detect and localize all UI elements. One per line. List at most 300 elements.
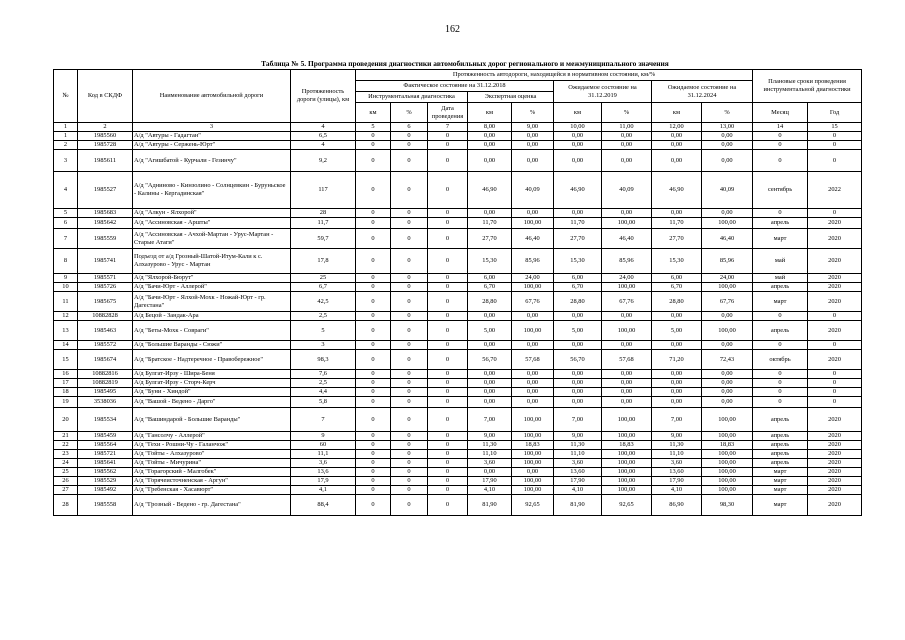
cell-name: А/д "Бачи-Юрт - Аллерой"	[133, 283, 291, 292]
cell-k24: 9,00	[652, 432, 702, 441]
cell-n: 13	[54, 321, 78, 341]
cell-month: октябрь	[753, 350, 808, 370]
cell-name: А/д "Братское - Надтеречное - Правобережное"	[133, 350, 291, 370]
cell-e_pct: 100,00	[512, 321, 554, 341]
cell-i_pct: 0	[391, 249, 428, 274]
cell-code: 1985459	[78, 432, 133, 441]
cell-p24: 100,00	[702, 321, 753, 341]
cell-e_pct: 46,40	[512, 229, 554, 249]
cell-date: 0	[428, 283, 468, 292]
cell-name: А/д "Алкун - Ялхорой"	[133, 209, 291, 218]
cell-code: 1985641	[78, 459, 133, 468]
cell-year: 0	[808, 209, 862, 218]
cell-name: А/д "Гребенская - Хасавюрт"	[133, 486, 291, 495]
table-row	[54, 397, 862, 408]
cell-name: А/д "Ассиновская - Аршты"	[133, 218, 291, 229]
cell-k24: 0,00	[652, 141, 702, 150]
cell-len: 4	[291, 141, 356, 150]
header-expected-2019: Ожидаемое состояние на 31.12.2019	[554, 81, 652, 103]
cell-e_pct: 100,00	[512, 450, 554, 459]
cell-p19: 100,00	[602, 459, 652, 468]
cell-p19: 0,00	[602, 312, 652, 321]
cell-p19: 100,00	[602, 218, 652, 229]
cell-i_km: 0	[356, 468, 391, 477]
cell-p19: 92,65	[602, 495, 652, 516]
cell-e_pct: 40,09	[512, 172, 554, 209]
cell-code: 1985571	[78, 274, 133, 283]
table-row	[54, 450, 862, 459]
cell-year: 2020	[808, 292, 862, 312]
page-number: 162	[445, 24, 460, 35]
cell-n: 5	[54, 209, 78, 218]
table-row	[54, 468, 862, 477]
table-row	[54, 441, 862, 450]
cell-n: 16	[54, 370, 78, 379]
cell-p19: 100,00	[602, 486, 652, 495]
cell-e_pct: 0,00	[512, 388, 554, 397]
cell-k24: 0,00	[652, 379, 702, 388]
cell-e_pct: 0,00	[512, 370, 554, 379]
cell-i_pct: 0	[391, 218, 428, 229]
cell-k19: 17,90	[554, 477, 602, 486]
cell-month: 0	[753, 312, 808, 321]
cell-k19: 3,60	[554, 459, 602, 468]
cell-e_pct: 100,00	[512, 486, 554, 495]
cell-month: апрель	[753, 441, 808, 450]
cell-e_pct: 100,00	[512, 283, 554, 292]
col-number: 9,00	[512, 123, 554, 132]
cell-i_km: 0	[356, 141, 391, 150]
cell-k19: 7,00	[554, 408, 602, 432]
cell-n: 21	[54, 432, 78, 441]
table-row	[54, 218, 862, 229]
col-number: 2	[78, 123, 133, 132]
cell-n: 22	[54, 441, 78, 450]
cell-n: 25	[54, 468, 78, 477]
cell-name: А/д "Гансолчу - Аллерой"	[133, 432, 291, 441]
cell-date: 0	[428, 209, 468, 218]
cell-code: 1985492	[78, 486, 133, 495]
cell-e_km: 5,00	[468, 321, 512, 341]
cell-e_km: 81,90	[468, 495, 512, 516]
cell-p19: 0,00	[602, 388, 652, 397]
col-number: 12,00	[652, 123, 702, 132]
cell-p19: 0,00	[602, 379, 652, 388]
cell-n: 28	[54, 495, 78, 516]
cell-date: 0	[428, 141, 468, 150]
cell-i_pct: 0	[391, 341, 428, 350]
header-expert: Экспертная оценка	[468, 92, 554, 103]
cell-k24: 7,00	[652, 408, 702, 432]
cell-i_pct: 0	[391, 150, 428, 172]
cell-month: апрель	[753, 432, 808, 441]
header-name: Наименование автомобильной дороги	[133, 70, 291, 123]
cell-year: 2020	[808, 486, 862, 495]
cell-len: 60	[291, 441, 356, 450]
cell-i_pct: 0	[391, 432, 428, 441]
cell-k19: 46,90	[554, 172, 602, 209]
cell-year: 2020	[808, 350, 862, 370]
cell-i_km: 0	[356, 350, 391, 370]
cell-e_km: 56,70	[468, 350, 512, 370]
cell-i_pct: 0	[391, 350, 428, 370]
cell-name: Подъезд от а/д Грозный-Шатой-Итум-Кали к с. Алхазурово - Урус - Мартан	[133, 249, 291, 274]
table-header	[54, 70, 862, 132]
cell-year: 0	[808, 379, 862, 388]
cell-e_pct: 92,65	[512, 495, 554, 516]
cell-date: 0	[428, 397, 468, 408]
table-row	[54, 172, 862, 209]
cell-date: 0	[428, 388, 468, 397]
table-row	[54, 495, 862, 516]
cell-i_pct: 0	[391, 468, 428, 477]
cell-i_km: 0	[356, 441, 391, 450]
cell-p24: 100,00	[702, 477, 753, 486]
cell-code: 10882828	[78, 312, 133, 321]
cell-e_km: 0,00	[468, 397, 512, 408]
cell-i_pct: 0	[391, 274, 428, 283]
cell-len: 2,5	[291, 379, 356, 388]
cell-i_km: 0	[356, 477, 391, 486]
cell-k19: 0,00	[554, 132, 602, 141]
cell-k24: 6,00	[652, 274, 702, 283]
cell-k19: 56,70	[554, 350, 602, 370]
cell-e_pct: 0,00	[512, 341, 554, 350]
cell-p19: 18,83	[602, 441, 652, 450]
cell-k19: 27,70	[554, 229, 602, 249]
cell-e_km: 0,00	[468, 312, 512, 321]
cell-len: 28	[291, 209, 356, 218]
cell-year: 2020	[808, 321, 862, 341]
header-pct: %	[391, 103, 428, 123]
cell-date: 0	[428, 249, 468, 274]
cell-p19: 46,40	[602, 229, 652, 249]
cell-date: 0	[428, 218, 468, 229]
cell-p24: 0,00	[702, 341, 753, 350]
cell-i_pct: 0	[391, 388, 428, 397]
cell-e_km: 15,30	[468, 249, 512, 274]
cell-name: А/д "Гойты - Мичурина"	[133, 459, 291, 468]
cell-year: 2020	[808, 450, 862, 459]
cell-i_km: 0	[356, 397, 391, 408]
col-number: 5	[356, 123, 391, 132]
cell-k24: 3,60	[652, 459, 702, 468]
cell-year: 2020	[808, 441, 862, 450]
cell-i_pct: 0	[391, 292, 428, 312]
cell-k24: 71,20	[652, 350, 702, 370]
cell-month: 0	[753, 150, 808, 172]
cell-p24: 72,43	[702, 350, 753, 370]
cell-e_pct: 85,96	[512, 249, 554, 274]
cell-i_km: 0	[356, 229, 391, 249]
cell-p24: 0,00	[702, 388, 753, 397]
cell-code: 10882819	[78, 379, 133, 388]
cell-date: 0	[428, 350, 468, 370]
cell-year: 2020	[808, 218, 862, 229]
cell-i_km: 0	[356, 321, 391, 341]
cell-e_km: 4,10	[468, 486, 512, 495]
cell-e_pct: 67,76	[512, 292, 554, 312]
cell-year: 2020	[808, 249, 862, 274]
cell-year: 0	[808, 388, 862, 397]
cell-name: А/д "Горагорский - Малгобек"	[133, 468, 291, 477]
cell-p19: 57,68	[602, 350, 652, 370]
table-row	[54, 477, 862, 486]
cell-date: 0	[428, 450, 468, 459]
cell-month: 0	[753, 341, 808, 350]
cell-i_km: 0	[356, 274, 391, 283]
cell-k19: 0,00	[554, 370, 602, 379]
cell-n: 26	[54, 477, 78, 486]
cell-year: 0	[808, 370, 862, 379]
cell-i_pct: 0	[391, 450, 428, 459]
cell-name: А/д "Ассиновская - Ачхой-Мартан - Урус-Мартан - Старые Атаги"	[133, 229, 291, 249]
cell-month: апрель	[753, 321, 808, 341]
cell-i_pct: 0	[391, 408, 428, 432]
table-row	[54, 388, 862, 397]
cell-e_km: 6,70	[468, 283, 512, 292]
cell-n: 15	[54, 350, 78, 370]
cell-k19: 0,00	[554, 341, 602, 350]
table-body	[54, 132, 862, 516]
header-km: км	[554, 103, 602, 123]
header-actual-2018: Фактическое состояние на 31.12.2018	[356, 81, 554, 92]
cell-len: 7	[291, 408, 356, 432]
cell-i_km: 0	[356, 432, 391, 441]
cell-k19: 5,00	[554, 321, 602, 341]
cell-k24: 11,30	[652, 441, 702, 450]
cell-date: 0	[428, 477, 468, 486]
cell-k19: 11,30	[554, 441, 602, 450]
cell-len: 4,1	[291, 486, 356, 495]
cell-len: 117	[291, 172, 356, 209]
cell-p19: 85,96	[602, 249, 652, 274]
cell-code: 1985463	[78, 321, 133, 341]
cell-code: 1985564	[78, 441, 133, 450]
cell-k24: 15,30	[652, 249, 702, 274]
cell-i_pct: 0	[391, 441, 428, 450]
table-row	[54, 274, 862, 283]
cell-name: А/д "Гойты - Алхазурово"	[133, 450, 291, 459]
cell-n: 3	[54, 150, 78, 172]
cell-n: 8	[54, 249, 78, 274]
cell-len: 5	[291, 321, 356, 341]
cell-name: А/д "Вашой - Ведено - Дарго"	[133, 397, 291, 408]
cell-month: март	[753, 477, 808, 486]
cell-k24: 13,60	[652, 468, 702, 477]
cell-name: А/д Бецой - Зандак-Ара	[133, 312, 291, 321]
cell-p24: 0,00	[702, 132, 753, 141]
header-num: №	[54, 70, 78, 123]
header-year: Год	[808, 103, 862, 123]
cell-e_km: 0,00	[468, 370, 512, 379]
cell-e_pct: 57,68	[512, 350, 554, 370]
cell-i_km: 0	[356, 486, 391, 495]
cell-e_km: 11,70	[468, 218, 512, 229]
cell-k24: 0,00	[652, 388, 702, 397]
cell-code: 1985741	[78, 249, 133, 274]
cell-n: 1	[54, 132, 78, 141]
cell-month: 0	[753, 370, 808, 379]
cell-p19: 100,00	[602, 450, 652, 459]
table-row	[54, 141, 862, 150]
cell-n: 2	[54, 141, 78, 150]
cell-i_km: 0	[356, 209, 391, 218]
cell-name: А/д "Ялхорой-Бюрут"	[133, 274, 291, 283]
cell-name: А/д Булгат-Ирзу - Шира-Беня	[133, 370, 291, 379]
cell-k24: 6,70	[652, 283, 702, 292]
cell-k24: 0,00	[652, 209, 702, 218]
cell-p24: 100,00	[702, 218, 753, 229]
cell-month: 0	[753, 388, 808, 397]
cell-name: А/д "Горячеисточненская - Аргун"	[133, 477, 291, 486]
cell-n: 18	[54, 388, 78, 397]
cell-name: А/д "Агишбатой - Курчали - Гезинчу"	[133, 150, 291, 172]
cell-name: А/д "Бачи-Юрт - Ялхой-Мохк - Ножай-Юрт - гр. Дагестана"	[133, 292, 291, 312]
cell-len: 3,6	[291, 459, 356, 468]
header-pct: %	[702, 103, 753, 123]
cell-n: 19	[54, 397, 78, 408]
cell-p19: 24,00	[602, 274, 652, 283]
cell-p24: 46,40	[702, 229, 753, 249]
cell-i_km: 0	[356, 283, 391, 292]
cell-i_km: 0	[356, 459, 391, 468]
col-number: 15	[808, 123, 862, 132]
table-row	[54, 132, 862, 141]
cell-year: 2020	[808, 229, 862, 249]
cell-i_km: 0	[356, 150, 391, 172]
cell-p24: 0,00	[702, 141, 753, 150]
cell-e_km: 7,00	[468, 408, 512, 432]
cell-k24: 0,00	[652, 150, 702, 172]
cell-code: 1985572	[78, 341, 133, 350]
table-row	[54, 379, 862, 388]
cell-p19: 100,00	[602, 432, 652, 441]
cell-date: 0	[428, 229, 468, 249]
cell-len: 88,4	[291, 495, 356, 516]
cell-p24: 100,00	[702, 459, 753, 468]
cell-k24: 0,00	[652, 132, 702, 141]
cell-e_pct: 24,00	[512, 274, 554, 283]
col-number: 6	[391, 123, 428, 132]
cell-month: март	[753, 486, 808, 495]
cell-p24: 0,00	[702, 209, 753, 218]
cell-e_km: 9,00	[468, 432, 512, 441]
cell-year: 2020	[808, 283, 862, 292]
cell-i_km: 0	[356, 495, 391, 516]
cell-code: 1985642	[78, 218, 133, 229]
cell-code: 1985683	[78, 209, 133, 218]
cell-e_pct: 100,00	[512, 408, 554, 432]
cell-k19: 0,00	[554, 141, 602, 150]
cell-i_pct: 0	[391, 321, 428, 341]
cell-e_pct: 100,00	[512, 477, 554, 486]
cell-date: 0	[428, 379, 468, 388]
cell-p24: 67,76	[702, 292, 753, 312]
cell-code: 1985495	[78, 388, 133, 397]
cell-n: 17	[54, 379, 78, 388]
table-row	[54, 283, 862, 292]
cell-n: 10	[54, 283, 78, 292]
cell-year: 2020	[808, 495, 862, 516]
cell-e_pct: 0,00	[512, 141, 554, 150]
cell-e_km: 3,60	[468, 459, 512, 468]
cell-month: 0	[753, 209, 808, 218]
cell-year: 0	[808, 341, 862, 350]
cell-p24: 0,00	[702, 370, 753, 379]
cell-len: 2,5	[291, 312, 356, 321]
cell-month: 0	[753, 379, 808, 388]
header-length: Протяженность дороги (улицы), км	[291, 70, 356, 123]
cell-e_pct: 0,00	[512, 312, 554, 321]
cell-p19: 100,00	[602, 283, 652, 292]
cell-month: март	[753, 229, 808, 249]
cell-p24: 100,00	[702, 468, 753, 477]
cell-name: А/д "Грозный - Ведено - гр. Дагестана"	[133, 495, 291, 516]
cell-e_pct: 0,00	[512, 468, 554, 477]
header-km: км	[652, 103, 702, 123]
cell-year: 0	[808, 397, 862, 408]
cell-len: 42,5	[291, 292, 356, 312]
cell-name: А/д "Беты-Мохк - Совраги"	[133, 321, 291, 341]
cell-i_km: 0	[356, 249, 391, 274]
cell-p19: 100,00	[602, 321, 652, 341]
cell-month: апрель	[753, 408, 808, 432]
cell-len: 25	[291, 274, 356, 283]
cell-name: А/д "Буни - Хиндой"	[133, 388, 291, 397]
cell-month: май	[753, 274, 808, 283]
cell-p19: 100,00	[602, 477, 652, 486]
cell-k24: 4,10	[652, 486, 702, 495]
cell-p19: 40,09	[602, 172, 652, 209]
cell-code: 1985562	[78, 468, 133, 477]
cell-len: 4,4	[291, 388, 356, 397]
cell-year: 2020	[808, 459, 862, 468]
cell-p19: 0,00	[602, 150, 652, 172]
cell-i_pct: 0	[391, 459, 428, 468]
cell-date: 0	[428, 274, 468, 283]
cell-month: май	[753, 249, 808, 274]
cell-len: 13,6	[291, 468, 356, 477]
col-number: 3	[133, 123, 291, 132]
cell-i_pct: 0	[391, 486, 428, 495]
cell-date: 0	[428, 132, 468, 141]
cell-code: 1985675	[78, 292, 133, 312]
cell-p24: 40,09	[702, 172, 753, 209]
cell-k24: 0,00	[652, 312, 702, 321]
cell-k19: 6,70	[554, 283, 602, 292]
cell-name: А/д "Автуры - Гадагтан"	[133, 132, 291, 141]
cell-date: 0	[428, 441, 468, 450]
cell-k24: 28,80	[652, 292, 702, 312]
cell-p24: 100,00	[702, 283, 753, 292]
cell-len: 11,1	[291, 450, 356, 459]
cell-e_km: 46,90	[468, 172, 512, 209]
cell-n: 4	[54, 172, 78, 209]
col-number: 7	[428, 123, 468, 132]
cell-i_pct: 0	[391, 477, 428, 486]
cell-i_km: 0	[356, 292, 391, 312]
cell-p19: 67,76	[602, 292, 652, 312]
header-date: Дата проведения	[428, 103, 468, 123]
cell-p19: 0,00	[602, 397, 652, 408]
cell-k24: 0,00	[652, 397, 702, 408]
cell-p24: 100,00	[702, 432, 753, 441]
cell-i_pct: 0	[391, 495, 428, 516]
cell-k24: 0,00	[652, 370, 702, 379]
cell-date: 0	[428, 486, 468, 495]
cell-month: 0	[753, 141, 808, 150]
